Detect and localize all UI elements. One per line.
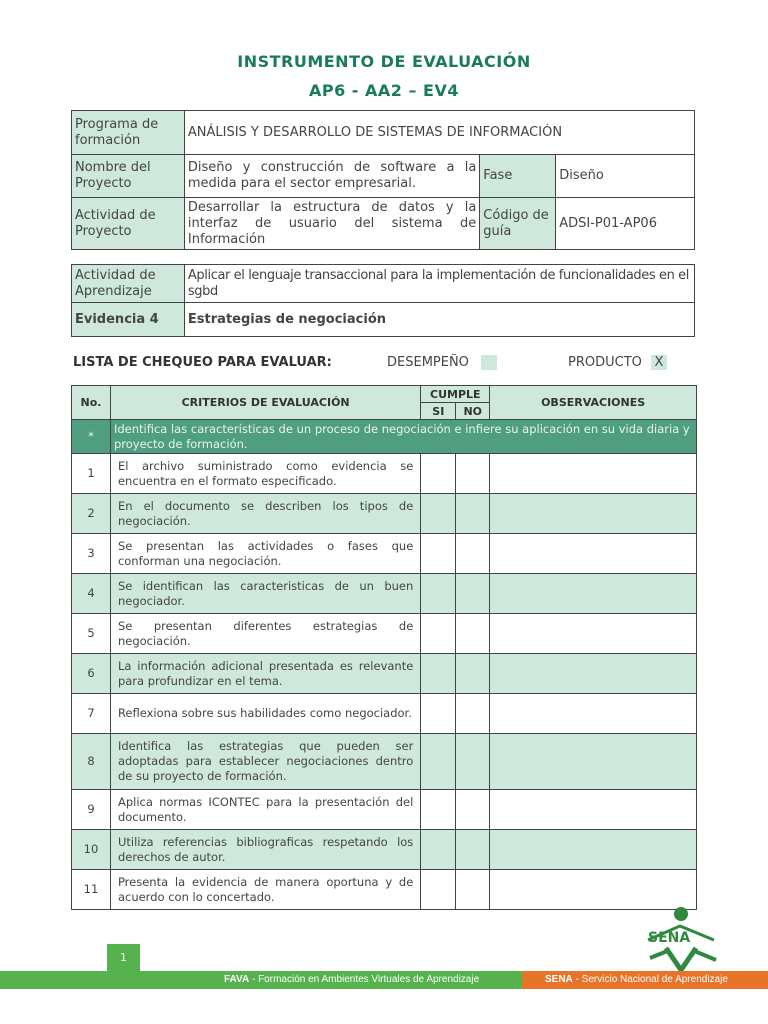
col-observaciones-header: OBSERVACIONES [490,386,697,420]
criteria-si-cell[interactable] [421,534,456,574]
criteria-text: Se presentan las actividades o fases que conforman una negociación. [110,534,420,574]
criteria-row [72,454,697,494]
programa-label: Programa de formación [72,111,185,155]
info-table [71,110,695,250]
criteria-text: Identifica las estrategias que pueden ser adoptadas para establecer negociaciones dentro de su proyecto de formación. [110,734,420,790]
criteria-observaciones-cell[interactable] [490,790,697,830]
criteria-text: Aplica normas ICONTEC para la presentación del documento. [110,790,420,830]
criteria-row [72,654,697,694]
desempeno-checkbox[interactable] [481,355,497,370]
checklist-title: LISTA DE CHEQUEO PARA EVALUAR: [73,355,332,370]
criteria-number: 7 [72,694,111,734]
criteria-si-cell[interactable] [421,734,456,790]
criteria-si-cell[interactable] [421,654,456,694]
fase-label: Fase [480,155,556,198]
col-no-sub-header: NO [456,403,490,420]
criteria-observaciones-cell[interactable] [490,734,697,790]
criteria-observaciones-cell[interactable] [490,614,697,654]
criteria-no-cell[interactable] [456,654,490,694]
criteria-si-cell[interactable] [421,790,456,830]
footer-sena-text: SENA - Servicio Nacional de Aprendizaje [545,974,728,985]
criteria-si-cell[interactable] [421,494,456,534]
programa-value: ANÁLISIS Y DESARROLLO DE SISTEMAS DE INFORMACIÓN [184,111,694,155]
criteria-text: El archivo suministrado como evidencia se encuentra en el formato especificado. [110,454,420,494]
document-title: INSTRUMENTO DE EVALUACIÓN [237,52,531,71]
criteria-number: 9 [72,790,111,830]
band-mark: * [72,420,111,454]
criteria-observaciones-cell[interactable] [490,494,697,534]
criteria-si-cell[interactable] [421,614,456,654]
criteria-text: La información adicional presentada es relevante para profundizar en el tema. [110,654,420,694]
document-subtitle: AP6 - AA2 – EV4 [308,81,459,100]
criteria-observaciones-cell[interactable] [490,454,697,494]
col-si-header: SI [421,403,456,420]
desempeno-label: DESEMPEÑO [387,355,469,370]
criteria-row [72,870,697,910]
page-number: 1 [107,944,140,971]
aprendizaje-label: Actividad de Aprendizaje [72,265,185,303]
criteria-number: 3 [72,534,111,574]
criteria-row [72,830,697,870]
col-no-header: No. [72,386,111,420]
producto-label: PRODUCTO [568,355,642,370]
col-cumple-header: CUMPLE [421,386,490,403]
actividad-label: Actividad de Proyecto [72,198,185,250]
aprendizaje-table [71,264,695,337]
criteria-si-cell[interactable] [421,574,456,614]
criteria-text: Utiliza referencias bibliograficas respetando los derechos de autor. [110,830,420,870]
criteria-text: Se presentan diferentes estrategias de negociación. [110,614,420,654]
criteria-row [72,574,697,614]
criteria-no-cell[interactable] [456,830,490,870]
criteria-observaciones-cell[interactable] [490,694,697,734]
criteria-no-cell[interactable] [456,734,490,790]
fase-value: Diseño [556,155,695,198]
criteria-row [72,694,697,734]
criteria-observaciones-cell[interactable] [490,574,697,614]
col-criterios-header: CRITERIOS DE EVALUACIÓN [110,386,420,420]
criteria-no-cell[interactable] [456,534,490,574]
sena-logo-text: SENA [648,930,691,946]
proyecto-value: Diseño y construcción de software a la medida para el sector empresarial. [184,155,479,198]
sena-logo [640,906,730,972]
criteria-text: Se identifican las caracteristicas de un buen negociador. [110,574,420,614]
criteria-row [72,734,697,790]
criteria-number: 2 [72,494,111,534]
aprendizaje-value: Aplicar el lenguaje transaccional para la implementación de funcionalidades en el sgbd [184,265,694,303]
criteria-no-cell[interactable] [456,790,490,830]
band-text: Identifica las características de un proceso de negociación e infiere su aplicación en su vida diaria y proyecto de formación. [110,420,696,454]
criteria-table [71,385,697,910]
criteria-number: 4 [72,574,111,614]
criteria-observaciones-cell[interactable] [490,654,697,694]
criteria-observaciones-cell[interactable] [490,534,697,574]
evidencia-value: Estrategias de negociación [184,303,694,337]
criteria-text: Presenta la evidencia de manera oportuna y de acuerdo con lo concertado. [110,870,420,910]
criteria-observaciones-cell[interactable] [490,870,697,910]
criteria-text: En el documento se describen los tipos de negociación. [110,494,420,534]
criteria-number: 6 [72,654,111,694]
criteria-si-cell[interactable] [421,454,456,494]
criteria-number: 1 [72,454,111,494]
criteria-number: 5 [72,614,111,654]
criteria-row [72,790,697,830]
codigo-label: Código de guía [480,198,556,250]
actividad-value: Desarrollar la estructura de datos y la interfaz de usuario del sistema de Información [184,198,479,250]
criteria-si-cell[interactable] [421,694,456,734]
criteria-no-cell[interactable] [456,870,490,910]
criteria-no-cell[interactable] [456,454,490,494]
criteria-band-row [72,420,697,454]
criteria-no-cell[interactable] [456,494,490,534]
proyecto-label: Nombre del Proyecto [72,155,185,198]
criteria-no-cell[interactable] [456,614,490,654]
criteria-no-cell[interactable] [456,574,490,614]
criteria-si-cell[interactable] [421,830,456,870]
footer-fava-text: FAVA - Formación en Ambientes Virtuales de Aprendizaje [224,974,480,985]
codigo-value: ADSI-P01-AP06 [556,198,695,250]
criteria-row [72,534,697,574]
criteria-text: Reflexiona sobre sus habilidades como negociador. [110,694,420,734]
criteria-no-cell[interactable] [456,694,490,734]
criteria-number: 8 [72,734,111,790]
criteria-number: 11 [72,870,111,910]
criteria-row [72,494,697,534]
criteria-si-cell[interactable] [421,870,456,910]
evidencia-label: Evidencia 4 [72,303,185,337]
producto-checkbox[interactable]: X [651,355,667,370]
criteria-observaciones-cell[interactable] [490,830,697,870]
criteria-number: 10 [72,830,111,870]
footer-bar [0,971,768,989]
criteria-row [72,614,697,654]
